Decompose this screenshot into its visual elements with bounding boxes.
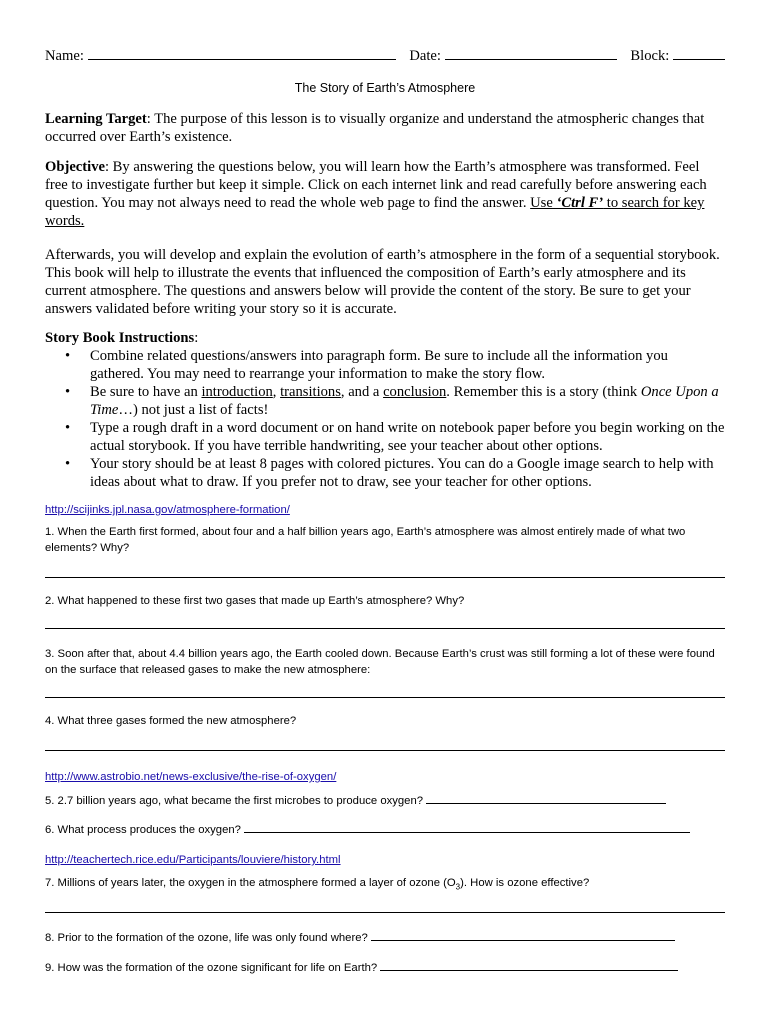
- header-row: [45, 47, 725, 65]
- answer-blank-6[interactable]: [244, 821, 690, 833]
- answer-line-7[interactable]: [45, 912, 725, 913]
- b2-post: …) not just a list of facts!: [118, 402, 269, 418]
- name-label: Name:: [45, 48, 84, 64]
- name-field[interactable]: [45, 47, 396, 65]
- learning-target: [45, 110, 725, 146]
- answer-line-2[interactable]: [45, 628, 725, 629]
- date-field[interactable]: [409, 47, 616, 65]
- learning-target-label: Learning Target: [45, 111, 147, 127]
- b2-sep2: , and a: [340, 384, 384, 400]
- question-4: 4. What three gases formed the new atmosphere?: [45, 715, 297, 727]
- date-label: Date:: [409, 48, 441, 64]
- block-field[interactable]: [630, 47, 725, 65]
- question-8-text: 8. Prior to the formation of the ozone, life was only found where?: [45, 932, 368, 944]
- question-2: 2. What happened to these first two gases that made up Earth’s atmosphere? Why?: [45, 595, 465, 607]
- story-book-instructions: [45, 329, 725, 491]
- question-6: [45, 821, 725, 838]
- instruction-item-3: • Type a rough draft in a word document or on hand write on notebook paper before you begin working on the actual storybook. If you have terrible handwriting, see your teacher about other options.: [45, 419, 725, 455]
- question-8: [45, 929, 725, 946]
- b2-pre: Be sure to have an: [90, 384, 202, 400]
- objective-label: Objective: [45, 159, 105, 175]
- link-row-2: [45, 767, 725, 785]
- question-7-post: ). How is ozone effective?: [460, 877, 590, 889]
- answer-line-4[interactable]: [45, 750, 725, 751]
- afterwards-paragraph: Afterwards, you will develop and explain the evolution of earth’s atmosphere in the form of a sequential storybook. This book will help to illustrate the events that influenced the composition of Earth’s early atmosphere and its current atmosphere. The questions and answers below will provide the content of the story. Be sure to get your answers validated before writing your story so it is accurate.: [45, 247, 720, 317]
- instruction-item-4: • Your story should be at least 8 pages with colored pictures. You can do a Google image search to help with ideas about what to draw. If you prefer not to draw, see your teacher for other options.: [45, 455, 725, 491]
- question-1: 1. When the Earth first formed, about four and a half billion years ago, Earth’s atmosphere was almost entirely made of what two elements? Why?: [45, 526, 686, 554]
- link-row-3: [45, 850, 725, 868]
- introduction-word: introduction: [201, 384, 273, 400]
- objective: [45, 158, 725, 230]
- ozone-subscript: 3: [455, 882, 461, 892]
- question-9: [45, 959, 725, 976]
- learning-target-text: : The purpose of this lesson is to visually organize and understand the atmospheric changes that occurred over Earth’s existence.: [45, 111, 705, 145]
- instruction-item-1: • Combine related questions/answers into paragraph form. Be sure to include all the information you gathered. You may need to rearrange your information to make the story flow.: [45, 347, 725, 383]
- link-astrobio[interactable]: http://www.astrobio.net/news-exclusive/the-rise-of-oxygen/: [45, 771, 337, 783]
- link-row-1: [45, 500, 725, 518]
- answer-blank-5[interactable]: [426, 792, 666, 804]
- ctrl-f-key: ‘Ctrl F’: [556, 195, 604, 211]
- answer-blank-9[interactable]: [380, 959, 678, 971]
- instruction-item-2: [45, 383, 725, 419]
- question-5-text: 5. 2.7 billion years ago, what became the first microbes to produce oxygen?: [45, 795, 424, 807]
- question-7-pre: 7. Millions of years later, the oxygen in the atmosphere formed a layer of ozone (O: [45, 877, 456, 889]
- question-3: 3. Soon after that, about 4.4 billion years ago, the Earth cooled down. Because Earth’s crust was still forming a lot of these were found on the surface that released gases to make the new atmosphere:: [45, 648, 715, 676]
- ctrl-f-post: to search for key words.: [45, 195, 705, 229]
- question-5: [45, 792, 725, 809]
- transitions-word: transitions: [280, 384, 341, 400]
- conclusion-word: conclusion: [383, 384, 447, 400]
- instructions-list: [45, 347, 725, 491]
- question-9-text: 9. How was the formation of the ozone significant for life on Earth?: [45, 962, 378, 974]
- ctrl-f-pre: Use: [530, 195, 557, 211]
- block-label: Block:: [630, 48, 670, 64]
- date-blank[interactable]: [445, 48, 617, 60]
- instructions-heading: Story Book Instructions:: [45, 330, 199, 346]
- answer-blank-8[interactable]: [371, 929, 675, 941]
- question-6-text: 6. What process produces the oxygen?: [45, 824, 241, 836]
- block-blank[interactable]: [673, 48, 725, 60]
- name-blank[interactable]: [88, 48, 396, 60]
- answer-line-1[interactable]: [45, 577, 725, 578]
- link-teachertech[interactable]: http://teachertech.rice.edu/Participants/louviere/history.html: [45, 854, 341, 866]
- once-upon-a-time: Once Upon a Time: [90, 384, 719, 418]
- question-7: [45, 875, 725, 895]
- link-scijinks[interactable]: http://scijinks.jpl.nasa.gov/atmosphere-formation/: [45, 504, 290, 516]
- b2-sep1: ,: [272, 384, 281, 400]
- objective-text: : By answering the questions below, you will learn how the Earth’s atmosphere was transformed. Feel free to investigate further but keep it simple. Click on each internet link and read carefully before answering each question. You may not always need to read the whole web page to find the answer.: [45, 159, 707, 211]
- answer-line-3[interactable]: [45, 697, 725, 698]
- b2-mid: . Remember this is a story (think: [446, 384, 641, 400]
- page-title: The Story of Earth’s Atmosphere: [294, 81, 476, 95]
- instructions-label: Story Book Instructions: [45, 330, 195, 346]
